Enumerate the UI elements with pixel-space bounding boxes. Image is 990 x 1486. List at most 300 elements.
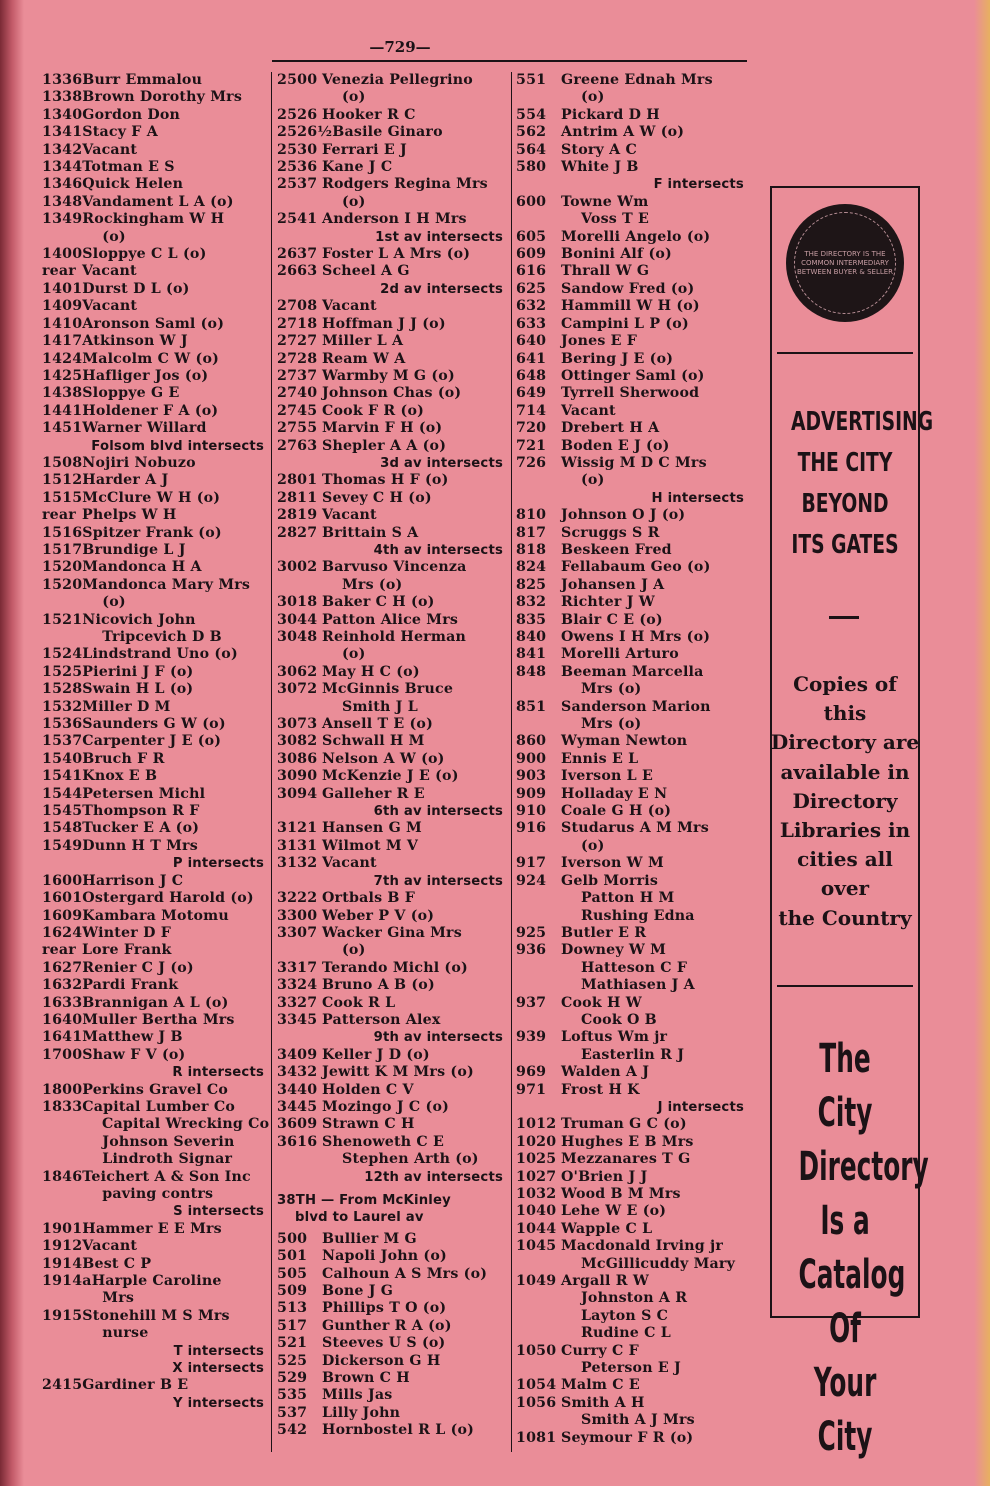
directory-entry: [42, 786, 268, 803]
house-number: 2708: [277, 298, 318, 315]
directory-entry: [42, 107, 268, 124]
resident-name: Seymour F R (o): [561, 1429, 694, 1446]
house-number: 1540: [42, 750, 83, 767]
resident-name: Wyman Newton: [561, 733, 688, 750]
directory-entry: [42, 455, 268, 472]
house-number: 3445: [277, 1098, 318, 1115]
directory-entry-continuation: [42, 594, 268, 611]
resident-name: Malcolm C W (o): [82, 350, 220, 367]
resident-name: Fellabaum Geo (o): [561, 559, 711, 576]
directory-entry: [516, 420, 748, 437]
directory-seal-logo: [786, 204, 904, 322]
ad-headline: [791, 402, 934, 566]
house-number: 3072: [277, 681, 318, 698]
house-number: 2526: [277, 106, 318, 123]
resident-name: Dunn H T Mrs: [82, 837, 198, 854]
house-number: 564: [516, 141, 547, 158]
resident-name: Tucker E A (o): [82, 820, 200, 837]
house-number: 2811: [277, 489, 318, 506]
house-number: 3044: [277, 611, 318, 628]
directory-entry: [516, 1273, 748, 1290]
resident-name: Greene Ednah Mrs: [561, 72, 713, 88]
directory-entry: [516, 281, 748, 298]
resident-name: Johnson O J (o): [561, 507, 686, 524]
directory-entry-continuation: [516, 716, 748, 733]
house-number: 3307: [277, 924, 318, 941]
resident-name: Lindroth Signar: [102, 1151, 233, 1168]
resident-name: Thrall W G: [561, 263, 650, 280]
resident-name: Warner Willard: [82, 420, 207, 437]
directory-entry: [42, 925, 268, 942]
directory-entry: [277, 1082, 507, 1099]
resident-name: Wacker Gina Mrs: [322, 924, 462, 941]
directory-entry: [516, 733, 748, 750]
resident-name: Calhoun A S Mrs (o): [322, 1265, 488, 1282]
ad-copies-text: [770, 670, 920, 933]
house-number: 2537: [277, 176, 318, 193]
directory-entry: [516, 559, 748, 576]
resident-name: Capital Lumber Co: [82, 1098, 235, 1115]
directory-entry: [277, 298, 507, 315]
house-number: 1081: [516, 1429, 557, 1446]
resident-name: Lilly John: [322, 1404, 401, 1421]
directory-entry: [277, 142, 507, 159]
resident-name: Curry C F: [561, 1342, 639, 1359]
house-number: 641: [516, 350, 547, 367]
resident-name: Beeman Marcella: [561, 663, 704, 680]
ad-copies-line: Directory are: [770, 730, 920, 755]
house-number: 1914a: [42, 1273, 92, 1290]
resident-name: Bering J E (o): [561, 350, 674, 367]
directory-entry: [277, 559, 507, 576]
resident-name: Kambara Motomu: [82, 907, 229, 924]
resident-name: Vandament L A (o): [82, 193, 234, 210]
directory-entry: [516, 1221, 748, 1238]
house-number: 3432: [277, 1064, 318, 1081]
directory-entry: [516, 1116, 748, 1133]
directory-entry: [516, 699, 748, 716]
house-number: 971: [516, 1081, 547, 1098]
ad-headline-line: BEYOND: [801, 489, 889, 519]
house-number: 2541: [277, 211, 318, 228]
directory-entry: [277, 263, 507, 280]
house-number: 616: [516, 263, 547, 280]
house-number: 835: [516, 611, 547, 628]
directory-entry: [516, 263, 748, 280]
house-number: rear: [42, 507, 76, 524]
directory-entry: [516, 594, 748, 611]
resident-name: Hansen G M: [322, 820, 422, 837]
cross-street-label: 6th av intersects: [373, 804, 503, 820]
house-number: 1627: [42, 959, 83, 976]
directory-entry: [277, 72, 507, 89]
house-number: 1049: [516, 1273, 557, 1290]
ad-copies-line: the Country: [778, 905, 912, 930]
directory-entry: [516, 507, 748, 524]
resident-name: Harple Caroline: [91, 1273, 222, 1290]
ad-tagline-line: Your City: [813, 1360, 877, 1460]
directory-column-1: [42, 72, 268, 1412]
house-number: rear: [42, 263, 76, 280]
directory-entry-continuation: [516, 838, 748, 855]
house-number: 714: [516, 402, 547, 419]
directory-entry: [277, 1300, 507, 1317]
directory-entry: [42, 646, 268, 663]
resident-name: Holdener F A (o): [82, 402, 219, 419]
resident-name: Sloppye G E: [82, 385, 180, 402]
resident-name: Iverson L E: [561, 768, 654, 785]
house-number: 1528: [42, 681, 83, 698]
directory-entry: [277, 786, 507, 803]
cross-street-label: H intersects: [651, 490, 744, 506]
resident-name: Walden A J: [561, 1064, 650, 1081]
directory-entry: [516, 542, 748, 559]
resident-name: Malm C E: [561, 1377, 640, 1394]
house-number: 810: [516, 507, 547, 524]
house-number: 1624: [42, 924, 83, 941]
resident-name: Perkins Gravel Co: [82, 1081, 229, 1098]
page-number: —729—: [369, 38, 431, 56]
house-number: 721: [516, 437, 547, 454]
resident-name: Mrs: [102, 1290, 135, 1307]
directory-entry: [516, 142, 748, 159]
directory-entry: [516, 403, 748, 420]
resident-name: McClure W H (o): [82, 489, 221, 506]
directory-entry-continuation: [516, 1308, 748, 1325]
house-number: 1438: [42, 385, 83, 402]
house-number: 969: [516, 1064, 547, 1081]
resident-name: Strawn C H: [322, 1116, 415, 1133]
ad-tagline-line: The City: [817, 1036, 873, 1136]
house-number: 1521: [42, 611, 83, 628]
directory-entry: [277, 855, 507, 872]
resident-name: Story A C: [561, 141, 637, 158]
resident-name: Jewitt K M Mrs (o): [322, 1064, 474, 1081]
house-number: 1410: [42, 315, 83, 332]
house-number: 1025: [516, 1151, 557, 1168]
cross-street-label: T intersects: [173, 1343, 264, 1359]
cross-street-label: 12th av intersects: [364, 1169, 503, 1185]
house-number: 3327: [277, 994, 318, 1011]
house-number: 1525: [42, 663, 83, 680]
directory-entry-continuation: [516, 1047, 748, 1064]
directory-entry: [42, 542, 268, 559]
resident-name: Pickard D H: [561, 106, 660, 123]
resident-name: (o): [581, 472, 605, 489]
house-number: 2819: [277, 507, 318, 524]
resident-name: Durst D L (o): [82, 280, 190, 297]
cross-street-label: 4th av intersects: [373, 542, 503, 558]
directory-entry: [42, 194, 268, 211]
house-number: 824: [516, 559, 547, 576]
resident-name: Sandow Fred (o): [561, 280, 695, 297]
house-number: 609: [516, 246, 547, 263]
house-number: 3132: [277, 855, 318, 872]
house-number: 3048: [277, 629, 318, 645]
directory-entry: [42, 316, 268, 333]
house-number: 1341: [42, 124, 83, 141]
directory-entry: [42, 385, 268, 402]
resident-name: Loftus Wm jr: [561, 1029, 668, 1046]
directory-entry: [277, 1370, 507, 1387]
directory-entry: [42, 89, 268, 106]
resident-name: Holden C V: [322, 1081, 414, 1098]
resident-name: Thomas H F (o): [322, 472, 449, 489]
resident-name: Frost H K: [561, 1081, 640, 1098]
resident-name: Hammer E E Mrs: [82, 1220, 222, 1237]
resident-name: nurse: [102, 1325, 149, 1342]
directory-entry: [42, 751, 268, 768]
directory-entry: [277, 681, 507, 698]
house-number: 2737: [277, 367, 318, 384]
directory-entry: [516, 1029, 748, 1046]
house-number: 600: [516, 193, 547, 210]
cross-street-label: 1st av intersects: [375, 229, 503, 245]
resident-name: Ennis E L: [561, 750, 639, 767]
resident-name: Patton H M: [581, 890, 675, 907]
cross-street-label: F intersects: [653, 177, 744, 193]
house-number: 1020: [516, 1133, 557, 1150]
resident-name: Bruno A B (o): [322, 977, 435, 994]
resident-name: Aronson Saml (o): [82, 315, 225, 332]
house-number: 633: [516, 315, 547, 332]
resident-name: Schwall H M: [322, 733, 425, 750]
directory-entry: [516, 925, 748, 942]
house-number: 1520: [42, 559, 83, 576]
resident-name: Jones E F: [561, 333, 638, 350]
house-number: 1544: [42, 785, 83, 802]
house-number: 1044: [516, 1220, 557, 1237]
column-divider: [271, 72, 272, 1452]
resident-name: Mills Jas: [322, 1387, 393, 1404]
seal-text: THE DIRECTORY IS THE COMMON INTERMEDIARY BETWEEN BUYER & SELLER: [794, 212, 896, 314]
column-divider: [511, 72, 512, 1452]
house-number: 1056: [516, 1394, 557, 1411]
house-number: 832: [516, 594, 547, 611]
directory-entry: [277, 438, 507, 455]
directory-entry: [277, 1335, 507, 1352]
house-number: 817: [516, 524, 547, 541]
house-number: 3222: [277, 890, 318, 907]
house-number: 818: [516, 541, 547, 558]
house-number: 3082: [277, 733, 318, 750]
resident-name: Bruch F R: [82, 750, 165, 767]
directory-entry: [516, 351, 748, 368]
ad-copies-line: this: [823, 701, 867, 726]
directory-entry: [277, 1283, 507, 1300]
house-number: 2728: [277, 350, 318, 367]
directory-entry: [42, 820, 268, 837]
house-number: 1012: [516, 1116, 557, 1133]
house-number: 1524: [42, 646, 83, 663]
house-number: 542: [277, 1422, 308, 1439]
house-number: 580: [516, 159, 547, 176]
ad-dash: [829, 616, 859, 619]
house-number: 2827: [277, 524, 318, 541]
resident-name: Galleher R E: [322, 785, 425, 802]
directory-entry-continuation: [516, 960, 748, 977]
directory-entry: [516, 246, 748, 263]
resident-name: White J B: [561, 159, 639, 176]
directory-entry: [42, 716, 268, 733]
house-number: 1700: [42, 1046, 83, 1063]
directory-entry: [42, 1308, 268, 1325]
resident-name: Mrs (o): [581, 681, 642, 698]
directory-entry-continuation: [516, 211, 748, 228]
house-number: 937: [516, 994, 547, 1011]
directory-entry: [277, 507, 507, 524]
resident-name: Shenoweth C E: [322, 1133, 445, 1150]
resident-name: Rudine C L: [581, 1325, 671, 1342]
resident-name: Wapple C L: [561, 1220, 653, 1237]
resident-name: Miller L A: [322, 333, 404, 350]
house-number: 632: [516, 298, 547, 315]
resident-name: Johnson Chas (o): [322, 385, 462, 402]
house-number: 1632: [42, 977, 83, 994]
resident-name: Saunders G W (o): [82, 716, 226, 733]
resident-name: Hornbostel R L (o): [322, 1422, 475, 1439]
header-rule: [272, 60, 747, 62]
cross-street-label: J intersects: [657, 1099, 744, 1115]
directory-entry: [277, 525, 507, 542]
resident-name: Brannigan A L (o): [82, 994, 229, 1011]
resident-name: Kane J C: [322, 159, 393, 176]
resident-name: Coale G H (o): [561, 803, 672, 820]
house-number: 2526½: [277, 124, 333, 141]
directory-entry: [277, 1012, 507, 1029]
directory-entry-continuation: [42, 1116, 268, 1133]
directory-entry: [516, 1082, 748, 1099]
house-number: 1032: [516, 1186, 557, 1202]
house-number: 1508: [42, 454, 83, 471]
directory-entry: [277, 612, 507, 629]
resident-name: Truman G C (o): [561, 1116, 687, 1133]
resident-name: Napoli John (o): [322, 1248, 447, 1265]
directory-entry: [277, 1064, 507, 1081]
resident-name: Rodgers Regina Mrs: [322, 176, 488, 193]
ad-copies-line: cities all: [797, 847, 893, 872]
resident-name: Steeves U S (o): [322, 1335, 446, 1352]
directory-entry: [42, 263, 268, 280]
resident-name: Miller D M: [82, 698, 171, 715]
resident-name: Vacant: [82, 263, 137, 280]
directory-entry-continuation: [277, 646, 507, 663]
directory-entry: [277, 1405, 507, 1422]
resident-name: McGinnis Bruce: [322, 681, 454, 698]
resident-name: Scheel A G: [322, 263, 410, 280]
house-number: 1520: [42, 576, 83, 593]
house-number: 3002: [277, 559, 318, 576]
directory-entry: [277, 385, 507, 402]
directory-entry: [42, 733, 268, 750]
directory-entry: [42, 420, 268, 437]
directory-entry: [516, 1395, 748, 1412]
directory-entry: [277, 246, 507, 263]
directory-entry: [277, 124, 507, 141]
resident-name: Smith J L: [342, 698, 418, 715]
resident-name: Teichert A & Son Inc: [82, 1168, 251, 1185]
directory-entry: [42, 1012, 268, 1029]
resident-name: Thompson R F: [82, 803, 200, 820]
house-number: 1912: [42, 1238, 83, 1255]
directory-entry-continuation: [277, 1151, 507, 1168]
resident-name: Gunther R A (o): [322, 1317, 452, 1334]
directory-entry: [516, 1430, 748, 1447]
directory-entry: [277, 159, 507, 176]
resident-name: (o): [102, 228, 126, 245]
house-number: 1545: [42, 803, 83, 820]
directory-entry: [516, 333, 748, 350]
resident-name: (o): [342, 89, 366, 106]
house-number: 513: [277, 1300, 308, 1317]
resident-name: Boden E J (o): [561, 437, 670, 454]
directory-entry: [42, 908, 268, 925]
resident-name: Sanderson Marion: [561, 698, 711, 715]
resident-name: McKenzie J E (o): [322, 768, 459, 785]
resident-name: Spitzer Frank (o): [82, 524, 222, 541]
house-number: 841: [516, 646, 547, 663]
directory-entry: [42, 368, 268, 385]
house-number: 909: [516, 785, 547, 802]
resident-name: McGillicuddy Mary: [581, 1255, 736, 1272]
ad-headline-line: ADVERTISING: [791, 407, 934, 437]
directory-entry: [42, 507, 268, 524]
resident-name: (o): [581, 837, 605, 854]
directory-entry: [516, 629, 748, 646]
directory-entry: [42, 890, 268, 907]
directory-entry: [516, 1343, 748, 1360]
resident-name: Tyrrell Sherwood: [561, 385, 700, 402]
resident-name: Best C P: [82, 1255, 152, 1272]
cross-street-label: 2d av intersects: [380, 281, 503, 297]
directory-entry: [277, 751, 507, 768]
directory-entry: [516, 646, 748, 663]
directory-entry: [277, 977, 507, 994]
resident-name: Quick Helen: [82, 176, 184, 193]
house-number: 2763: [277, 437, 318, 454]
resident-name: Macdonald Irving jr: [561, 1238, 724, 1255]
directory-entry: [277, 333, 507, 350]
directory-entry: [516, 316, 748, 333]
directory-entry: [42, 176, 268, 193]
directory-entry: [42, 995, 268, 1012]
directory-entry: [42, 281, 268, 298]
directory-entry: [277, 1134, 507, 1151]
resident-name: Cook H W: [561, 994, 642, 1011]
house-number: 505: [277, 1265, 308, 1282]
directory-entry: [42, 124, 268, 141]
house-number: 1833: [42, 1098, 83, 1115]
directory-entry-continuation: [277, 89, 507, 106]
house-number: 1537: [42, 733, 83, 750]
house-number: 1915: [42, 1307, 83, 1324]
house-number: 860: [516, 733, 547, 750]
directory-entry: [42, 1169, 268, 1186]
resident-name: Harder A J: [82, 472, 169, 489]
cross-street-label: 7th av intersects: [373, 873, 503, 889]
directory-entry: [516, 820, 748, 837]
house-number: 1901: [42, 1220, 83, 1237]
resident-name: Nojiri Nobuzo: [82, 454, 196, 471]
house-number: 605: [516, 228, 547, 245]
house-number: 521: [277, 1335, 308, 1352]
house-number: 625: [516, 280, 547, 297]
directory-entry: [277, 368, 507, 385]
resident-name: Mandonca H A: [82, 559, 202, 576]
directory-entry: [516, 577, 748, 594]
resident-name: Stacy F A: [82, 124, 158, 141]
directory-entry: [516, 1151, 748, 1168]
